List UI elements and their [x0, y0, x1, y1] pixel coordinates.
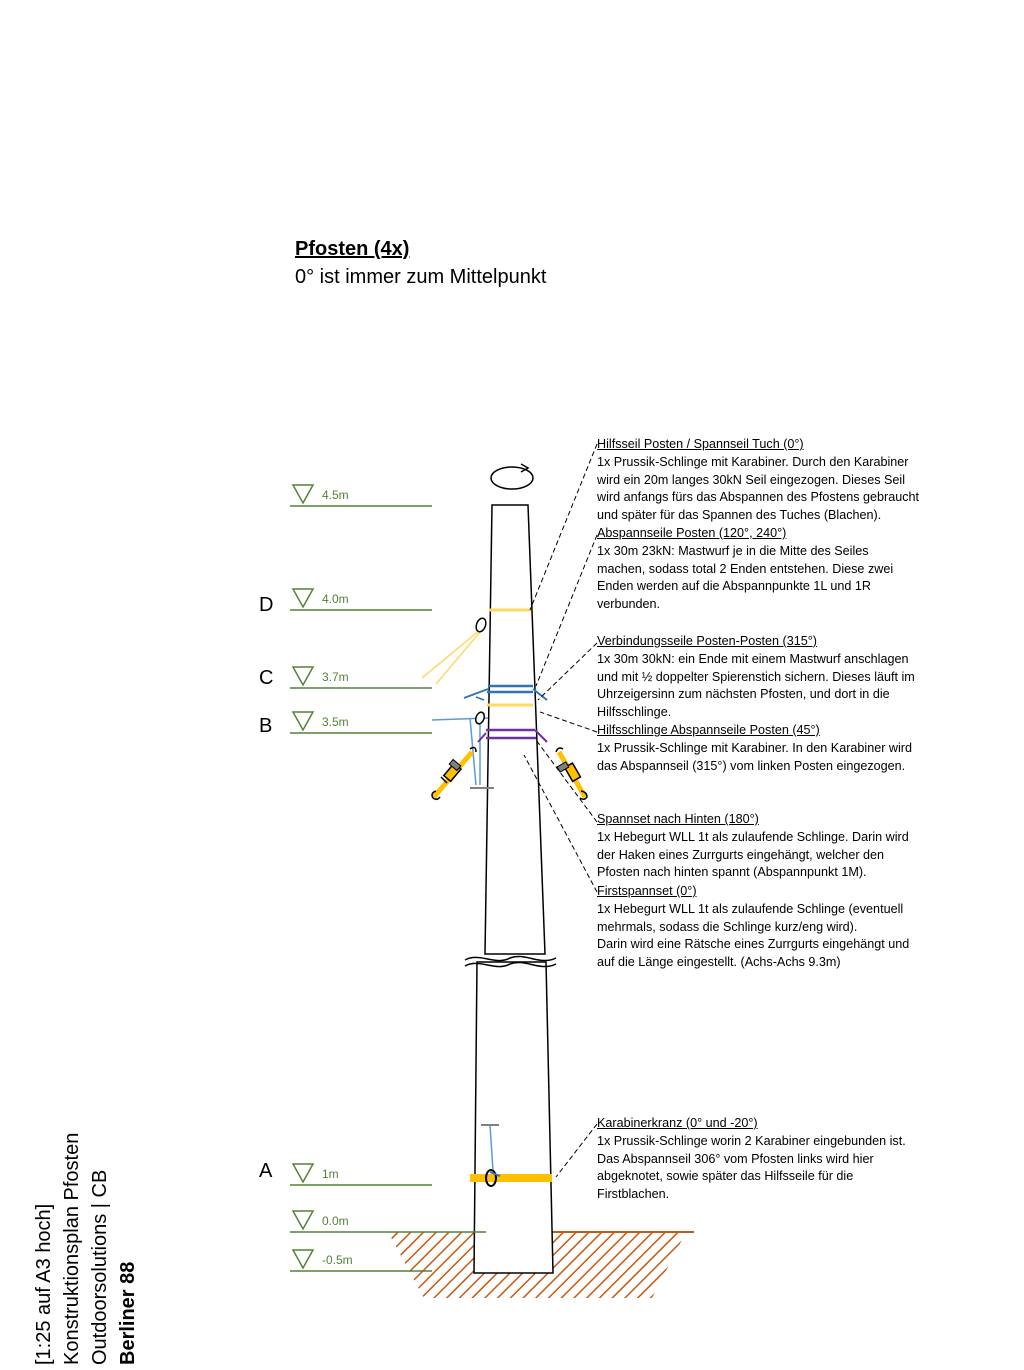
level-markers	[290, 485, 486, 1271]
level-label: 4.0m	[322, 592, 349, 606]
level-marker-icon	[290, 1211, 486, 1232]
note-body: 1x Prussik-Schlinge mit Karabiner. In den Karabiner wird das Abspannseil (315°) vom linken Posten eingezogen.	[597, 740, 912, 773]
note-ridge-tension-set	[597, 883, 947, 972]
point-label-c: C	[259, 667, 274, 689]
level-label: -0.5m	[322, 1253, 353, 1267]
note-helper-sling	[597, 722, 947, 775]
point-label-b: B	[259, 715, 273, 737]
note-body: 1x Hebegurt WLL 1t als zulaufende Schlinge (eventuell mehrmals, sodass die Schlinge kurz/eng wird). Darin wird eine Rätsche eines Zurrgurts eingehängt und auf die Länge eingestellt. (Achs-Achs 9.3m)	[597, 901, 910, 970]
level-label: 0.0m	[322, 1214, 349, 1228]
note-heading: Hilfsseil Posten / Spannseil Tuch (0°)	[597, 437, 804, 451]
plan-name: Konstruktionsplan Pfosten	[61, 1132, 83, 1365]
note-guy-ropes	[597, 525, 947, 614]
note-carabiner-ring	[597, 1115, 947, 1204]
pole-lower-segment	[474, 962, 553, 1273]
carabiner-icon	[474, 617, 487, 633]
note-connecting-ropes	[597, 633, 947, 722]
level-label: 3.7m	[322, 670, 349, 684]
carabiner-icon	[474, 711, 486, 725]
project-name: Berliner 88	[117, 1261, 139, 1365]
point-label-d: D	[259, 594, 274, 616]
note-heading: Firstspannset (0°)	[597, 884, 697, 898]
level-marker-icon	[290, 589, 432, 610]
note-body: 1x 30m 23kN: Mastwurf je in die Mitte des Seiles machen, sodass total 2 Enden entstehen. Diese zwei Enden werden auf die Abspannpunkte 1L und 1R verbunden.	[597, 543, 894, 612]
level-label: 1m	[322, 1167, 339, 1181]
note-body: 1x Prussik-Schlinge worin 2 Karabiner eingebunden ist. Das Abspannseil 306° vom Pfosten links wird hier abgeknotet, sowie später das Hilfsseile für die Firstblachen.	[597, 1133, 906, 1202]
note-heading: Abspannseile Posten (120°, 240°)	[597, 526, 787, 540]
page-subtitle: 0° ist immer zum Mittelpunkt	[295, 266, 547, 288]
note-body: 1x Hebegurt WLL 1t als zulaufende Schlinge. Darin wird der Haken eines Zurrgurts eingehängt, welcher den Pfosten nach hinten spannt (Abspannpunkt 1M).	[597, 829, 909, 880]
level-marker-icon	[290, 667, 432, 688]
note-heading: Spannset nach Hinten (180°)	[597, 812, 759, 826]
level-marker-icon	[290, 485, 432, 506]
level-label: 4.5m	[322, 488, 349, 502]
level-marker-icon	[290, 712, 432, 733]
note-heading: Hilfsschlinge Abspannseile Posten (45°)	[597, 723, 820, 737]
note-heading: Verbindungsseile Posten-Posten (315°)	[597, 634, 817, 648]
note-body: 1x 30m 30kN: ein Ende mit einem Mastwurf anschlagen und mit ½ doppelter Spierenstich sichern. Dieses läuft im Uhrzeigersinn zum nächsten Pfosten, und dort in die Hilfsschlinge.	[597, 651, 915, 720]
page-title: Pfosten (4x)	[295, 238, 410, 260]
note-body: 1x Prussik-Schlinge mit Karabiner. Durch den Karabiner wird ein 20m langes 30kN Seil eingezogen. Dieses Seil wird anfangs fürs das Abspannen des Pfostens gebraucht und später für das Spannen des Tuches (Blachen).	[597, 454, 920, 523]
title-block	[30, 1065, 142, 1365]
break-line-top	[465, 956, 556, 960]
note-heading: Karabinerkranz (0° und -20°)	[597, 1116, 758, 1130]
point-label-a: A	[259, 1160, 273, 1182]
ratchet-strap-icon	[432, 748, 476, 800]
level-marker-icon	[290, 1164, 432, 1185]
level-label: 3.5m	[322, 715, 349, 729]
plan-scale: [1:25 auf A3 hoch]	[33, 1203, 55, 1365]
note-tension-set-back	[597, 811, 947, 882]
rotation-arrow-icon	[491, 464, 533, 489]
company-name: Outdoorsolutions | CB	[89, 1169, 111, 1365]
note-helper-rope	[597, 436, 947, 525]
